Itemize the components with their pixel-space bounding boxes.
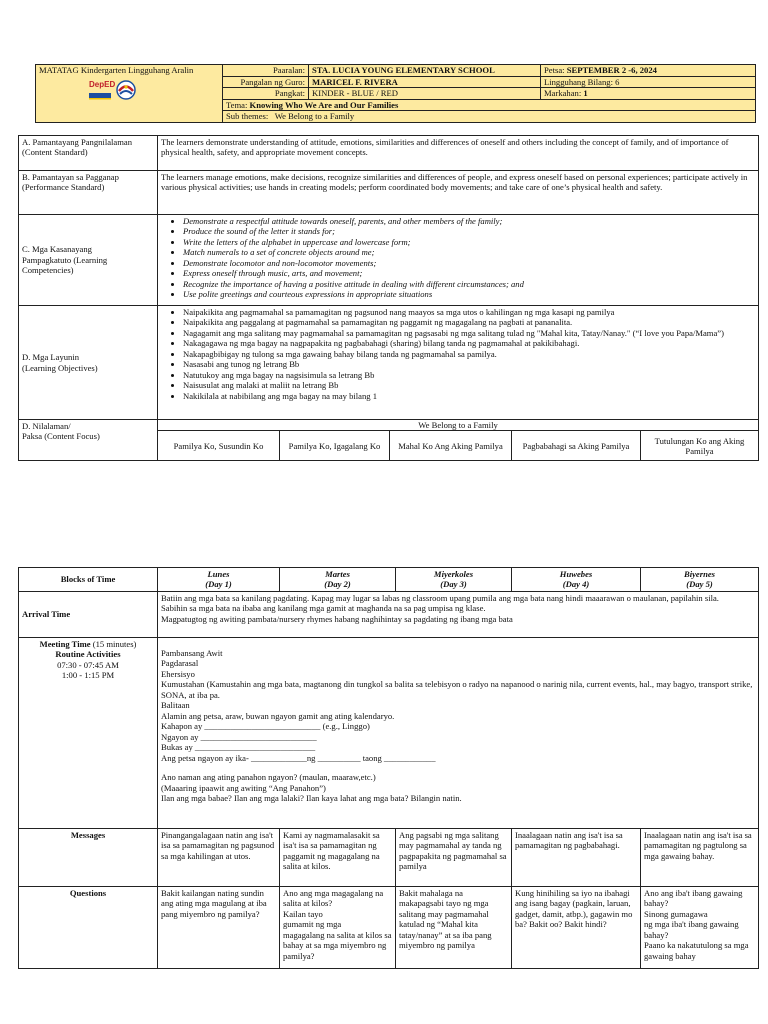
- paaralan-label: Paaralan:: [223, 65, 309, 77]
- routine-activities-label: Routine Activities: [55, 649, 121, 660]
- meeting-time-am: 07:30 - 07:45 AM: [57, 659, 119, 670]
- objectives-list-cell: [158, 306, 759, 420]
- topic-day2: Pamilya Ko, Igagalang Ko: [280, 431, 390, 461]
- message-day1: Pinangangalagaan natin ang isa't isa sa pamamagitan ng pagsunod sa mga kahilingan at utos.: [158, 828, 280, 886]
- objectives-list: [161, 307, 755, 401]
- list-item: • Recognize the importance of having a positive attitude in dealing with different circumstances; and: [183, 279, 755, 289]
- messages-label: Messages: [19, 828, 158, 886]
- subthemes-cell: [223, 111, 756, 123]
- arrival-line: Sabihin sa mga bata na ibaba ang kanilang mga gamit at maghanda na sa pag umpisa ng klase.: [161, 603, 486, 614]
- list-item: • Express oneself through music, arts, and movement;: [183, 268, 755, 278]
- day3-number: (Day 3): [440, 579, 467, 590]
- topic-day1: Pamilya Ko, Susundin Ko: [158, 431, 280, 461]
- objectives-label-line1: D. Mga Layunin: [22, 352, 80, 363]
- tema-cell: [223, 99, 756, 111]
- message-day5: Inaalagaan natin ang isa't isa sa pamamagitan ng pagtulong sa mga gawaing bahay.: [641, 828, 759, 886]
- lingguhang-cell: [541, 76, 756, 88]
- list-item: • Match numerals to a set of concrete objects around me;: [183, 247, 755, 257]
- arrival-time-label: Arrival Time: [19, 591, 158, 637]
- list-item: • Demonstrate a respectful attitude towards oneself, parents, and other members of the family;: [183, 216, 755, 226]
- list-item: • Naipakikita ang pagmamahal sa pamamagitan ng pagsunod nang maayos sa mga utos o kahilingan ng mga kasapi ng pamilya: [183, 307, 755, 317]
- header-title: MATATAG Kindergarten Lingguhang Aralin: [39, 65, 194, 75]
- petsa-label: Petsa:: [544, 65, 565, 75]
- guro-label: Pangalan ng Guro:: [223, 76, 309, 88]
- content-focus-label: [19, 420, 158, 461]
- list-item: • Nakapagbibigay ng tulong sa mga gawaing bahay bilang tanda ng pagmamahal sa pamilya.: [183, 349, 755, 359]
- competencies-list: [161, 216, 755, 300]
- day5-name: Biyernes: [683, 569, 716, 579]
- meeting-line: Pagdarasal: [161, 658, 199, 669]
- list-item: • Naipakikita ang paggalang at pagmamahal sa pamamagitan ng paggamit ng magagalang na pagbati at pananalita.: [183, 317, 755, 327]
- meeting-line: Ngayon ay ___________________________: [161, 731, 317, 742]
- meeting-line: Alamin ang petsa, araw, buwan ngayon gamit ang ating kalendaryo.: [161, 710, 395, 721]
- content-standard-label-line2: (Content Standard): [22, 147, 88, 158]
- arrival-line: Batiin ang mga bata sa kanilang pagdating. Kapag may lugar sa labas ng classroom upang pumila ang mga bata nang hindi maaarawan o maulanan, papilahin sila.: [161, 592, 719, 603]
- list-item: • Natutukoy ang mga bagay na nagsisimula sa letrang Bb: [183, 370, 755, 380]
- deped-logo-icon: [89, 79, 116, 89]
- arrival-time-text: [158, 591, 759, 637]
- markahan-cell: [541, 88, 756, 100]
- objectives-label-line2: (Learning Objectives): [22, 362, 98, 373]
- competencies-label-line3: Competencies): [22, 265, 74, 276]
- list-item: • Nagagamit ang mga salitang may pagmamahal sa pamamagitan ng pagsasabi ng mga salitang tulad ng "Mahal kita, Tatay/Nanay." (“I love you Papa/Mama”): [183, 328, 755, 338]
- tema-value: Knowing Who We Are and Our Families: [249, 99, 399, 110]
- meeting-time-label: [19, 637, 158, 828]
- schedule-table: [18, 567, 759, 969]
- meeting-time-duration: (15 minutes): [92, 638, 137, 649]
- markahan-label: Markahan:: [544, 88, 582, 98]
- competencies-label-line1: C. Mga Kasanayang: [22, 244, 92, 255]
- meeting-line: Pambansang Awit: [161, 647, 223, 658]
- content-standard-text: The learners demonstrate understanding of attitude, emotions, similarities and differences of oneself and others including the concept of family, and of importance of physical health, safety, and appropriate movement concepts.: [158, 136, 759, 171]
- content-standard-label: [19, 136, 158, 171]
- header-title-cell: [36, 65, 223, 123]
- content-focus-heading: We Belong to a Family: [158, 420, 759, 431]
- message-day2: Kami ay nagmamalasakit sa isa't isa sa pamamagitan ng paggamit ng magagalang na salita at kilos.: [280, 828, 396, 886]
- lingguhang-value: 6: [615, 76, 620, 87]
- day5-number: (Day 5): [686, 579, 713, 590]
- content-standard-label-line1: A. Pamantayang Pangnilalaman: [22, 137, 133, 147]
- paaralan-value: STA. LUCIA YOUNG ELEMENTARY SCHOOL: [309, 65, 541, 77]
- question-day3: Bakit mahalaga na makapagsabi tayo ng mga salitang may pagmamahal katulad ng “Mahal kita tatay/nanay” at sa iba pang miyembro ng pamilya: [396, 886, 512, 968]
- svg-text:DepED: DepED: [89, 80, 116, 89]
- list-item: • Nakagagawa ng mga bagay na nagpapakita ng pagbabahagi (sharing) bilang tanda ng pagmamahal at pakikibahagi.: [183, 338, 755, 348]
- message-day3: Ang pagsabi ng mga salitang may pagmamahal ay tanda ng pagpapakita ng pagmamahal sa pamilya: [396, 828, 512, 886]
- arrival-line: Magpatugtog ng awiting pambata/nursery rhymes habang naghihintay sa pagdating ng ibang mga bata: [161, 613, 513, 624]
- question-day5: Ano ang iba't ibang gawaing bahay? Sinong gumagawa ng mga iba't ibang gawaing bahay? Paano ka nakatutulong sa mga gawaing bahay: [641, 886, 759, 968]
- meeting-time-title: Meeting Time: [39, 638, 91, 649]
- performance-standard-text: The learners manage emotions, make decisions, recognize similarities and differences of people, and express oneself based on personal experiences; participate actively in various physical activities; use hands in creating models; perform coordinated body movements; and take care of one’s physical health and safety.: [158, 171, 759, 215]
- message-day4: Inaalagaan natin ang isa't isa sa pamamagitan ng pagbabahagi.: [512, 828, 641, 886]
- day1-name: Lunes: [207, 569, 230, 579]
- day1-header: [158, 568, 280, 592]
- content-focus-label-line2: Paksa (Content Focus): [22, 431, 100, 442]
- day3-name: Miyerkoles: [433, 569, 474, 579]
- list-item: • Write the letters of the alphabet in uppercase and lowercase form;: [183, 237, 755, 247]
- lingguhang-label: Lingguhang Bilang:: [544, 76, 613, 87]
- petsa-cell: [541, 65, 756, 77]
- competencies-list-cell: [158, 215, 759, 306]
- competencies-label-line2: Pampagkatuto (Learning: [22, 254, 108, 265]
- content-focus-label-line1: D. Nilalaman/: [22, 421, 71, 431]
- day2-number: (Day 2): [324, 579, 351, 590]
- day2-name: Martes: [325, 569, 350, 579]
- list-item: • Naisusulat ang malaki at maliit na letrang Bb: [183, 380, 755, 390]
- day2-header: [280, 568, 396, 592]
- meeting-line: Ang petsa ngayon ay ika- _____________ng __________ taong ____________: [161, 752, 436, 763]
- day4-name: Huwebes: [559, 569, 593, 579]
- question-day2: Ano ang mga magagalang na salita at kilos? Kailan tayo gumamit ng mga magagalang na salita at kilos sa bahay at sa mga miyembro ng pamilya?: [280, 886, 396, 968]
- day5-header: [641, 568, 759, 592]
- questions-label: Questions: [19, 886, 158, 968]
- competencies-label: [19, 215, 158, 306]
- meeting-time-text: [158, 637, 759, 828]
- meeting-line: Kumustahan (Kamustahin ang mga bata, magtanong din tungkol sa balita sa telebisyon o radyo na napanood o narinig nila, current events, hal., may bagyo, transport strike, SONA, at iba pa.: [161, 679, 753, 700]
- meeting-line: Bukas ay ____________________________: [161, 742, 316, 753]
- pangkat-label: Pangkat:: [223, 88, 309, 100]
- meeting-line: Kahapon ay ___________________________ (e.g., Linggo): [161, 721, 370, 732]
- performance-standard-label: [19, 171, 158, 215]
- meeting-line: (Maaaring ipaawit ang awiting “Ang Panahon”): [161, 782, 326, 793]
- markahan-value: 1: [583, 88, 588, 98]
- logo-row: [89, 79, 219, 101]
- deped-logo: [89, 79, 116, 101]
- day3-header: [396, 568, 512, 592]
- list-item: • Nasasabi ang tunog ng letrang Bb: [183, 359, 755, 369]
- guro-value: MARICEL F. RIVERA: [309, 76, 541, 88]
- list-item: • Nakikilala at nabibilang ang mga bagay na may bilang 1: [183, 391, 755, 401]
- meeting-spacer: [161, 763, 755, 772]
- subthemes-label: Sub themes:: [226, 111, 269, 121]
- topic-day5: Tutulungan Ko ang Aking Pamilya: [641, 431, 759, 461]
- topic-day3: Mahal Ko Ang Aking Pamilya: [390, 431, 512, 461]
- day4-header: [512, 568, 641, 592]
- list-item: • Use polite greetings and courteous expressions in appropriate situations: [183, 289, 755, 299]
- header-table: [35, 64, 756, 123]
- meeting-line: Ehersisyo: [161, 668, 195, 679]
- matatag-logo-icon: [89, 92, 111, 100]
- list-item: • Produce the sound of the letter it stands for;: [183, 226, 755, 236]
- question-day4: Kung hinihiling sa iyo na ibahagi ang isang bagay (pagkain, laruan, gadget, damit, atbp.), gagawin mo ba? Bakit oo? Bakit hindi?: [512, 886, 641, 968]
- performance-standard-label-line2: (Performance Standard): [22, 182, 105, 193]
- meeting-time-pm: 1:00 - 1:15 PM: [61, 670, 115, 681]
- topic-day4: Pagbabahagi sa Aking Pamilya: [512, 431, 641, 461]
- standards-table: [18, 135, 759, 461]
- meeting-line: Balitaan: [161, 700, 190, 711]
- subthemes-value: We Belong to a Family: [274, 111, 355, 121]
- meeting-line: Ano naman ang ating panahon ngayon? (maulan, maaraw,etc.): [161, 772, 376, 783]
- day1-number: (Day 1): [205, 579, 232, 590]
- day4-number: (Day 4): [562, 579, 590, 590]
- tema-label: Tema:: [226, 99, 248, 110]
- list-item: • Demonstrate locomotor and non-locomotor movements;: [183, 258, 755, 268]
- blocks-of-time-header: Blocks of Time: [19, 568, 158, 592]
- objectives-label: [19, 306, 158, 420]
- petsa-value: SEPTEMBER 2 -6, 2024: [566, 65, 657, 75]
- performance-standard-label-line1: B. Pamantayan sa Pagganap: [22, 172, 119, 182]
- bagong-pilipinas-logo-icon: [115, 79, 137, 101]
- question-day1: Bakit kailangan nating sundin ang ating mga magulang at iba pang miyembro ng pamilya?: [158, 886, 280, 968]
- pangkat-value: KINDER - BLUE / RED: [309, 88, 541, 100]
- meeting-line: Ilan ang mga babae? Ilan ang mga lalaki? Ilan kaya lahat ang mga bata? Bilangin natin.: [161, 793, 462, 804]
